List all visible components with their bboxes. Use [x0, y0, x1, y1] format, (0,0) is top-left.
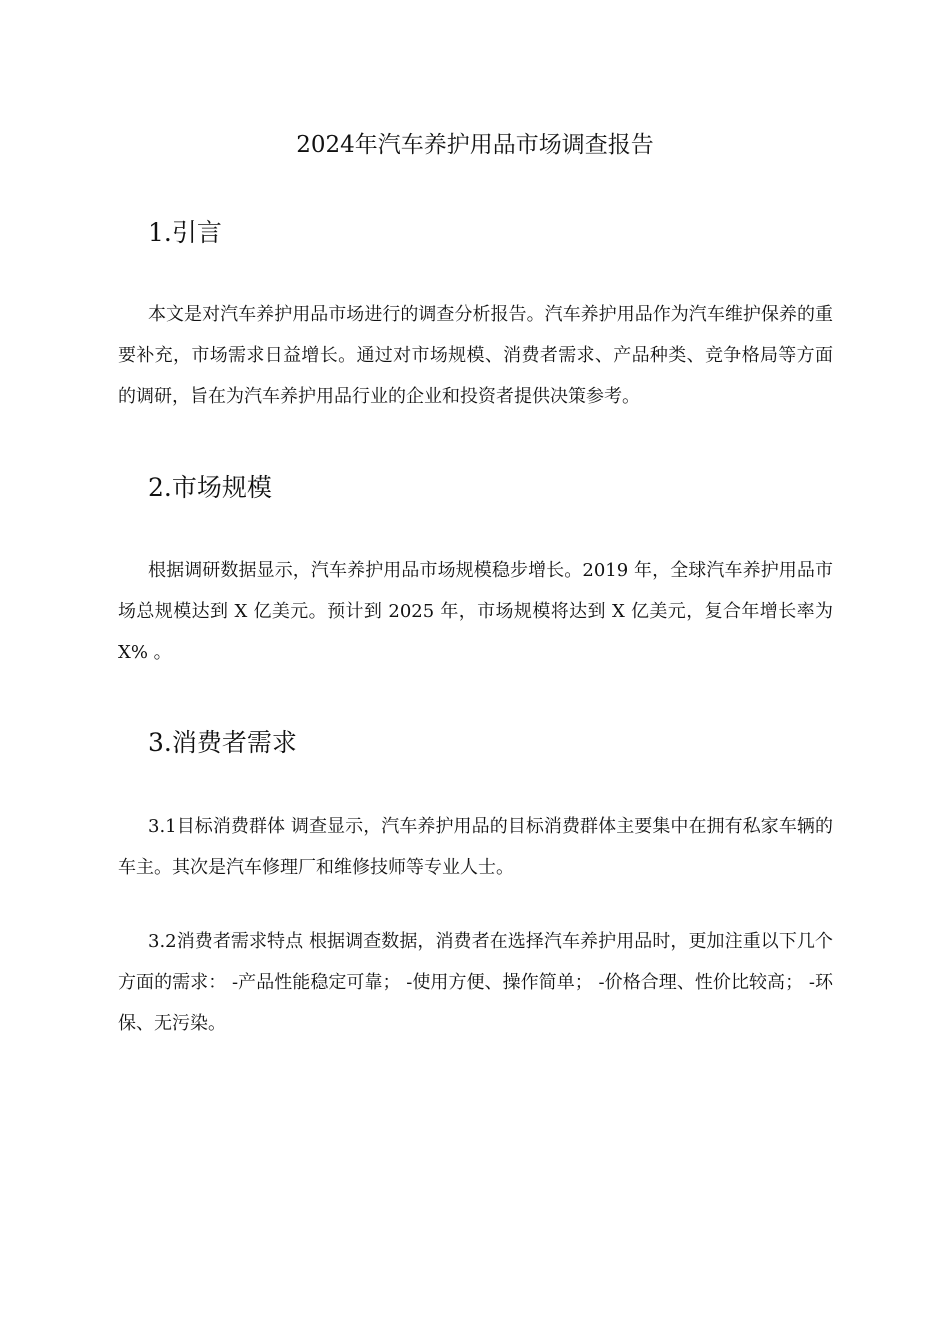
section-heading-market-size: 2.市场规模 [148, 473, 272, 502]
section-heading-introduction: 1.引言 [148, 218, 222, 247]
introduction-paragraph: 本文是对汽车养护用品市场进行的调查分析报告。汽车养护用品作为汽车维护保养的重要补充，市场需求日益增长。通过对市场规模、消费者需求、产品种类、竞争格局等方面的调研，旨在为汽车养护用品行业的企业和投资者提供决策参考。 [118, 304, 833, 407]
section-heading-consumer-demand: 3.消费者需求 [148, 728, 297, 757]
document-title: 2024年汽车养护用品市场调查报告 [296, 132, 654, 158]
consumer-demand-paragraph: 3.2消费者需求特点 根据调查数据，消费者在选择汽车养护用品时，更加注重以下几个方面的需求： -产品性能稳定可靠； -使用方便、操作简单； -价格合理、性价比较高； -环保、无污染。 [118, 931, 833, 1034]
market-size-paragraph: 根据调研数据显示，汽车养护用品市场规模稳步增长。2019 年，全球汽车养护用品市场总规模达到 X 亿美元。预计到 2025 年，市场规模将达到 X 亿美元，复合年增长率为 X% 。 [118, 560, 833, 663]
target-consumer-paragraph: 3.1目标消费群体 调查显示，汽车养护用品的目标消费群体主要集中在拥有私家车辆的车主。其次是汽车修理厂和维修技师等专业人士。 [118, 816, 833, 878]
